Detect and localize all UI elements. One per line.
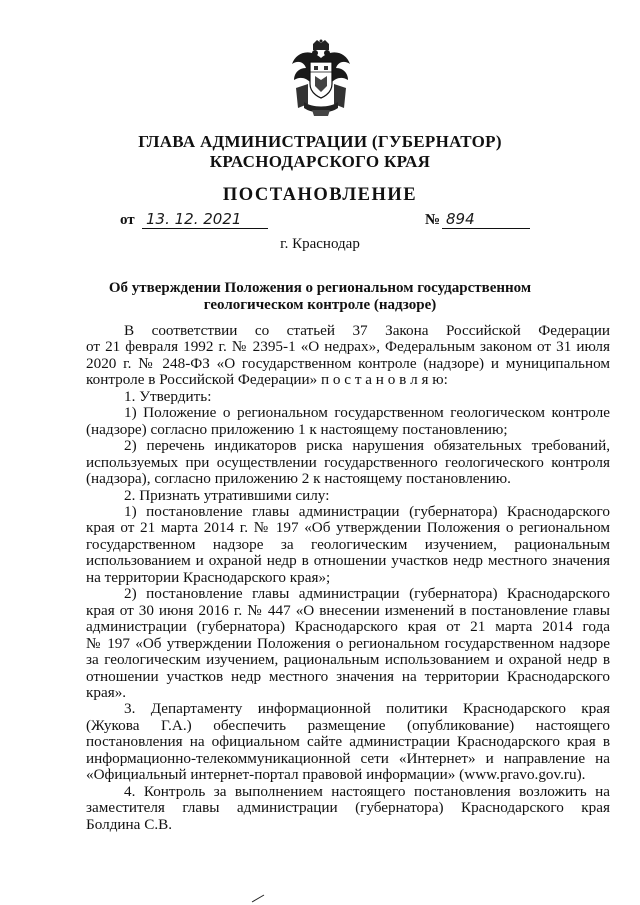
body-line: используемых при осуществлении государственного геологического контроля [86,453,610,471]
body-line: (надзора), согласно приложению 2 к настоящему постановлению. [86,470,511,488]
body-line: (Жукова Г.А.) обеспечить размещение (опубликование) настоящего [86,716,610,734]
body-line: на территории Краснодарского края»; [86,568,331,586]
number-value: 894 [442,210,530,229]
body-line: государственном надзоре за геологическим изучением, рациональным [86,535,610,553]
body-line: № 197 «Об утверждении Положения о региональном государственном надзоре [86,634,610,652]
coat-of-arms-emblem [288,38,354,118]
body-line: от 21 февраля 1992 г. № 2395-1 «О недрах», Федеральным законом от 31 июля [86,338,610,356]
body-line: отношении участков недр местного значения на территории Краснодарского [86,667,610,685]
body-line: Болдина С.В. [86,815,173,833]
body-line: использованием и охраной недр в отношении участков недр местного значения [86,552,610,570]
body-line: информационно-телекоммуникационной сети «Интернет» и направление на [86,749,610,767]
body-line: контроле в Российской Федерации» п о с т а н о в л я ю: [86,371,448,389]
body-line: 2. Признать утратившими силу: [124,486,330,504]
date-value: 13. 12. 2021 [142,210,268,229]
pen-mark [250,893,270,903]
body-line: края от 21 марта 2014 г. № 197 «Об утверждении Положения о региональном [86,519,610,537]
city-line: г. Краснодар [280,236,360,252]
date-label: от [120,212,135,228]
number-label: № [425,212,441,228]
body-line: администрации (губернатора) Краснодарского края от 21 марта 2014 года [86,618,610,636]
body-line: 2020 г. № 248-ФЗ «О государственном контроле (надзоре) и муниципальном [86,354,610,372]
body-line: 4. Контроль за выполнением настоящего постановления возложить на [124,782,610,800]
document-type-heading: ПОСТАНОВЛЕНИЕ [222,185,418,205]
date-number-row [120,210,530,232]
body-line: за геологическим изучением, рациональным использованием и охраной недр в [86,651,610,669]
subject-line2: геологическом контроле (надзоре) [203,297,437,313]
document-body [86,323,610,833]
body-line: 1) Положение о региональном государственном геологическом контроле [124,404,610,422]
authority-title-line2: КРАСНОДАРСКОГО КРАЯ [209,152,431,171]
body-line: (надзоре) согласно приложению 1 к настоящему постановлению; [86,420,508,438]
authority-title-line1: ГЛАВА АДМИНИСТРАЦИИ (ГУБЕРНАТОР) [138,132,502,151]
document-subject [0,280,640,314]
body-line: 1. Утвердить: [124,387,212,405]
body-line: заместителя главы администрации (губернатора) Краснодарского края [86,799,610,817]
body-line: 1) постановление главы администрации (губернатора) Краснодарского [124,502,610,520]
body-line: 2) перечень индикаторов риска нарушения обязательных требований, [124,437,610,455]
body-line: края от 30 июня 2016 г. № 447 «О внесении изменений в постановление главы [86,601,610,619]
subject-line1: Об утверждении Положения о региональном государственном [108,280,532,296]
body-line: постановления на официальном сайте администрации Краснодарского края в [86,733,610,751]
body-line: В соответствии со статьей 37 Закона Российской Федерации [124,322,610,339]
body-line: 2) постановление главы администрации (губернатора) Краснодарского [124,585,610,603]
body-line: края». [86,683,127,701]
body-line: 3. Департаменту информационной политики Краснодарского края [124,700,610,718]
body-line: «Официальный интернет-портал правовой информации» (www.pravo.gov.ru). [86,766,586,784]
